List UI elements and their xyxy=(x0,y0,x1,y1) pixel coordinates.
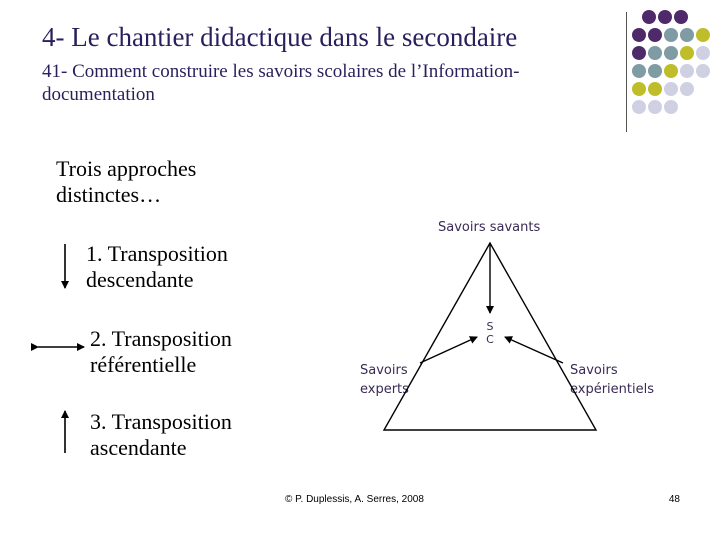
slide-title: 4- Le chantier didactique dans le secondaire xyxy=(42,22,518,52)
label-center-sc: S C xyxy=(486,320,494,346)
approach-referentielle: 2. Transposition référentielle xyxy=(90,326,232,377)
page-number: 48 xyxy=(668,494,680,505)
slide-subtitle: 41- Comment construire les savoirs scolaires de l’Information-documentation xyxy=(42,61,520,105)
label-savoirs-experts: Savoirs experts xyxy=(360,363,409,397)
intro-text: Trois approches distinctes… xyxy=(56,156,197,207)
label-savoirs-experientiels: Savoirs expérientiels xyxy=(570,363,654,397)
approach-ascendante: 3. Transposition ascendante xyxy=(90,409,232,460)
footer-credit: © P. Duplessis, A. Serres, 2008 xyxy=(285,494,424,505)
approach-descendante: 1. Transposition descendante xyxy=(86,241,228,292)
arrow-right-to-center-icon xyxy=(505,337,563,363)
label-savoirs-savants: Savoirs savants xyxy=(438,220,541,235)
